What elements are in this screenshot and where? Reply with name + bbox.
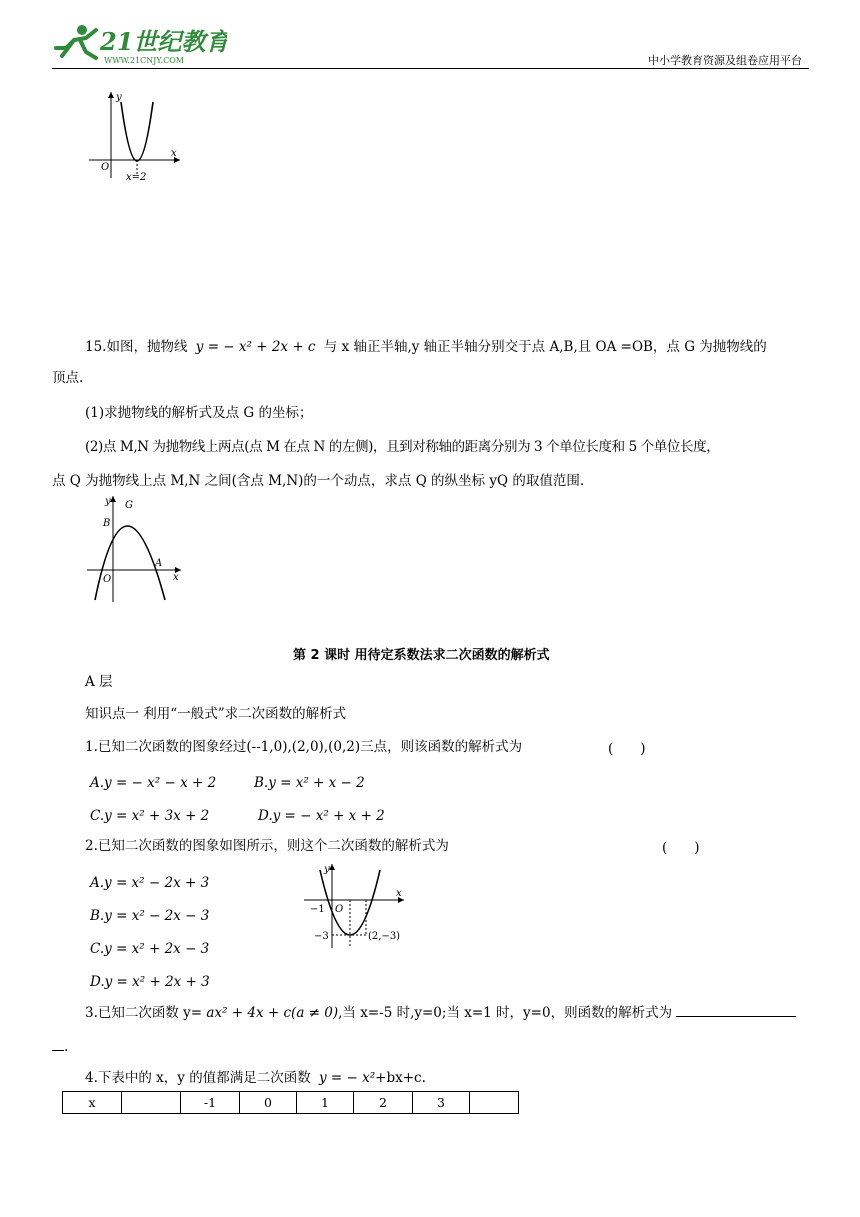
q2-option-c: C.y = x² + 2x − 3 (90, 941, 210, 957)
y-label: y (324, 864, 330, 875)
section-title: 第 2 课时 用待定系数法求二次函数的解析式 (293, 648, 550, 663)
q2-option-d: D.y = x² + 2x + 3 (90, 974, 210, 990)
platform-label: 中小学教育资源及组卷应用平台 (648, 54, 802, 67)
q15-text-b: 与 x 轴正半轴,y 轴正半轴分别交于点 A,B,且 OA =OB，点 G 为抛物线的 (323, 339, 767, 355)
table-cell: 1 (297, 1092, 354, 1114)
q2-option-a: A.y = x² − 2x + 3 (90, 875, 210, 891)
point-g-label: G (125, 500, 133, 511)
parabola-curve (121, 102, 153, 161)
x-label: x (173, 572, 179, 583)
neg-three-label: −3 (314, 931, 329, 942)
knowledge-point-1: 知识点一 利用“一般式”求二次函数的解析式 (85, 706, 347, 722)
q1-answer-paren: ( ) (608, 741, 646, 757)
q15-formula: y = − x² + 2x + c (195, 339, 316, 355)
neg-one-label: −1 (310, 904, 325, 915)
logo-runner-icon (52, 18, 227, 68)
q2-answer-paren: ( ) (662, 840, 700, 856)
table-cell: 0 (240, 1092, 297, 1114)
axis-note: x=2 (126, 172, 147, 183)
q15-line1 (85, 337, 767, 357)
origin-label: O (101, 162, 110, 173)
vertex-label: (2,−3) (368, 931, 401, 942)
logo (52, 18, 227, 68)
y-label: y (116, 92, 122, 103)
table-cell[interactable] (470, 1092, 519, 1114)
q1-option-d: D.y = − x² + x + 2 (258, 808, 385, 824)
header-rule (52, 68, 809, 69)
q1-stem: 1.已知二次函数的图象经过(--1,0),(2,0),(0,2)三点，则该函数的解析式为 (85, 739, 523, 755)
q15-text-a: 15.如图，抛物线 (85, 339, 188, 355)
q3-formula: ax² + 4x + c(a ≠ 0) (206, 1005, 339, 1021)
q1-option-c: C.y = x² + 3x + 2 (90, 808, 210, 824)
q4-stem (85, 1068, 426, 1088)
q15-part2-line2: 点 Q 为抛物线上点 M,N 之间(含点 M,N)的一个动点，求点 Q 的纵坐标 yQ 的取值范围. (52, 473, 585, 489)
origin-label: O (103, 574, 112, 585)
figure-parabola-axis-x2 (85, 88, 185, 183)
q1-option-b: B.y = x² + x − 2 (254, 775, 365, 791)
table-cell: x (63, 1092, 122, 1114)
q2-stem: 2.已知二次函数的图象如图所示，则这个二次函数的解析式为 (85, 838, 449, 854)
point-a-label: A (155, 558, 163, 569)
table-cell: -1 (181, 1092, 240, 1114)
logo-text: 21世纪教育 (100, 27, 227, 56)
table-cell: 3 (413, 1092, 470, 1114)
figure-q2-parabola (300, 860, 410, 950)
q2-option-b: B.y = x² − 2x − 3 (90, 908, 210, 924)
origin-label: O (335, 904, 344, 915)
q15-part2-line1: (2)点 M,N 为抛物线上两点(点 M 在点 N 的左侧)，且到对称轴的距离分别为 3 个单位长度和 5 个单位长度， (85, 439, 720, 455)
q4-text-b: +bx+c. (375, 1070, 426, 1086)
q4-text-a: 4.下表中的 x，y 的值都满足二次函数 (85, 1070, 311, 1086)
q3-blank-end: . (52, 1037, 68, 1057)
values-table (62, 1091, 519, 1114)
q3-text-a: 3.已知二次函数 y= (85, 1005, 203, 1021)
table-row (63, 1092, 519, 1114)
logo-url: WWW.21CNJY.COM (104, 56, 184, 65)
y-label: y (105, 496, 111, 507)
table-cell[interactable] (122, 1092, 181, 1114)
q3-stem (85, 1003, 796, 1023)
q15-line2: 顶点. (52, 370, 84, 386)
x-label: x (171, 148, 177, 159)
point-b-label: B (103, 518, 111, 529)
q4-formula: y = − x² (319, 1070, 376, 1086)
level-label: A 层 (85, 674, 113, 690)
q3-text-b: ,当 x=-5 时,y=0;当 x=1 时，y=0，则函数的解析式为 (338, 1005, 673, 1021)
q15-part1: (1)求抛物线的解析式及点 G 的坐标； (85, 405, 313, 421)
table-cell: 2 (354, 1092, 413, 1114)
q3-answer-blank[interactable] (676, 1016, 796, 1017)
figure-q15-parabola (85, 492, 185, 604)
q1-option-a: A.y = − x² − x + 2 (90, 775, 217, 791)
x-label: x (396, 888, 402, 899)
